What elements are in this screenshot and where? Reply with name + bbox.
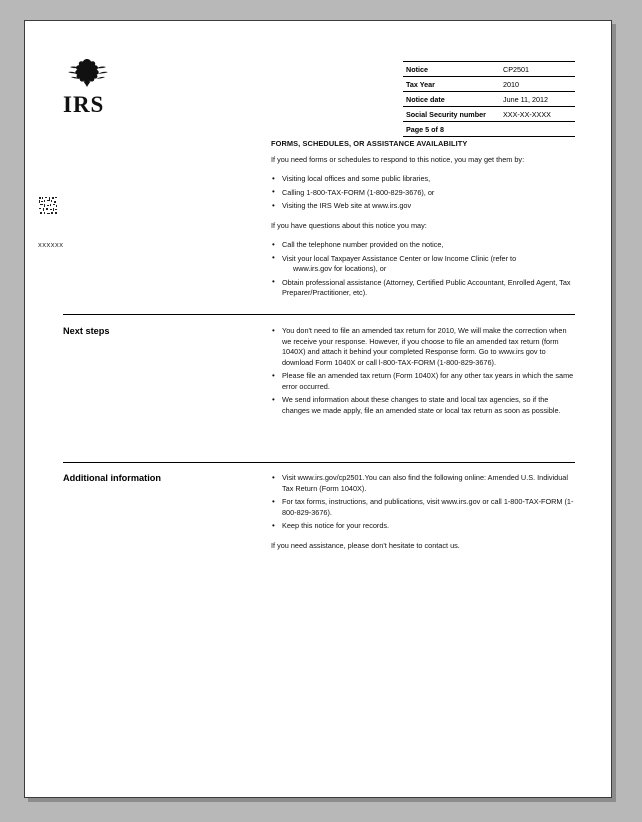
closing-text: If you need assistance, please don't hesitate to contact us. [271, 540, 460, 550]
forms-intro: If you need forms or schedules to respond to this notice, you may get them by: [271, 154, 525, 164]
additional-information-title: Additional information [63, 473, 161, 483]
list-item: • Visiting the IRS Web site at www.irs.gov [271, 201, 575, 212]
section-divider [63, 462, 575, 463]
additional-information-section [271, 473, 575, 560]
mail-code: xxxxxx [38, 240, 64, 249]
list-item: • We send information about these changes to state and local tax agencies, so if the changes we made apply, file an amended state or local tax return as soon as possible. [271, 395, 575, 416]
barcode-icon [38, 196, 58, 216]
table-row [403, 107, 575, 122]
forms-bullet-list [271, 174, 575, 212]
forms-heading: FORMS, SCHEDULES, OR ASSISTANCE AVAILABILITY [271, 139, 468, 148]
next-steps-list [271, 326, 575, 416]
notice-page [24, 20, 612, 798]
list-item [271, 254, 575, 275]
notice-info-table [403, 61, 575, 137]
list-item: • Please file an amended tax return (Form 1040X) for any other tax years in which the same error occurred. [271, 371, 575, 392]
irs-eagle-icon [65, 57, 111, 89]
list-item: • For tax forms, instructions, and publications, visit www.irs.gov or call 1-800-TAX-FORM (1-800-829-3676). [271, 497, 575, 518]
notice-date-label: Notice date [403, 92, 500, 107]
list-item: • Call the telephone number provided on the notice, [271, 240, 575, 251]
page-number-value [500, 122, 575, 137]
list-item: • Calling 1-800-TAX-FORM (1-800-829-3676), or [271, 188, 575, 199]
table-row [403, 77, 575, 92]
tax-year-value: 2010 [500, 77, 575, 92]
list-item: • Visit www.irs.gov/cp2501.You can also find the following online: Amended U.S. Individual Tax Return (Form 1040X). [271, 473, 575, 494]
list-item: • Visiting local offices and some public libraries, [271, 174, 575, 185]
list-item: • You don't need to file an amended tax return for 2010, We will make the correction when we receive your response. However, if you choose to file an amended tax return (form 1040X) and attach it behind your completed Response form. Go to www.irs gov to download Form 1040X or call l-800-TAX-FORM (1-800-829-3676). [271, 326, 575, 368]
next-steps-title: Next steps [63, 326, 110, 336]
notice-value: CP2501 [500, 62, 575, 77]
next-steps-section [271, 326, 575, 425]
additional-information-list [271, 473, 575, 532]
irs-logo [63, 57, 125, 119]
questions-intro: If you have questions about this notice you may: [271, 220, 427, 230]
tax-year-label: Tax Year [403, 77, 500, 92]
ssn-label: Social Security number [403, 107, 500, 122]
table-row [403, 62, 575, 77]
table-row [403, 92, 575, 107]
list-item-subtext: www.irs.gov for locations), or [293, 264, 387, 273]
section-divider [63, 314, 575, 315]
notice-date-value: June 11, 2012 [500, 92, 575, 107]
forms-availability-section [271, 139, 575, 308]
list-item: • Keep this notice for your records. [271, 521, 575, 532]
irs-wordmark: IRS [63, 92, 105, 117]
list-item: • Obtain professional assistance (Attorney, Certified Public Accountant, Enrolled Agent, Tax Preparer/Practitioner, etc). [271, 278, 575, 299]
list-item-text: Visit your local Taxpayer Assistance Center or low Income Clinic (refer to [282, 253, 517, 263]
table-row [403, 122, 575, 137]
questions-bullet-list [271, 240, 575, 299]
page-number-label: Page 5 of 8 [403, 122, 500, 137]
notice-label: Notice [403, 62, 500, 77]
ssn-value: XXX-XX-XXXX [500, 107, 575, 122]
